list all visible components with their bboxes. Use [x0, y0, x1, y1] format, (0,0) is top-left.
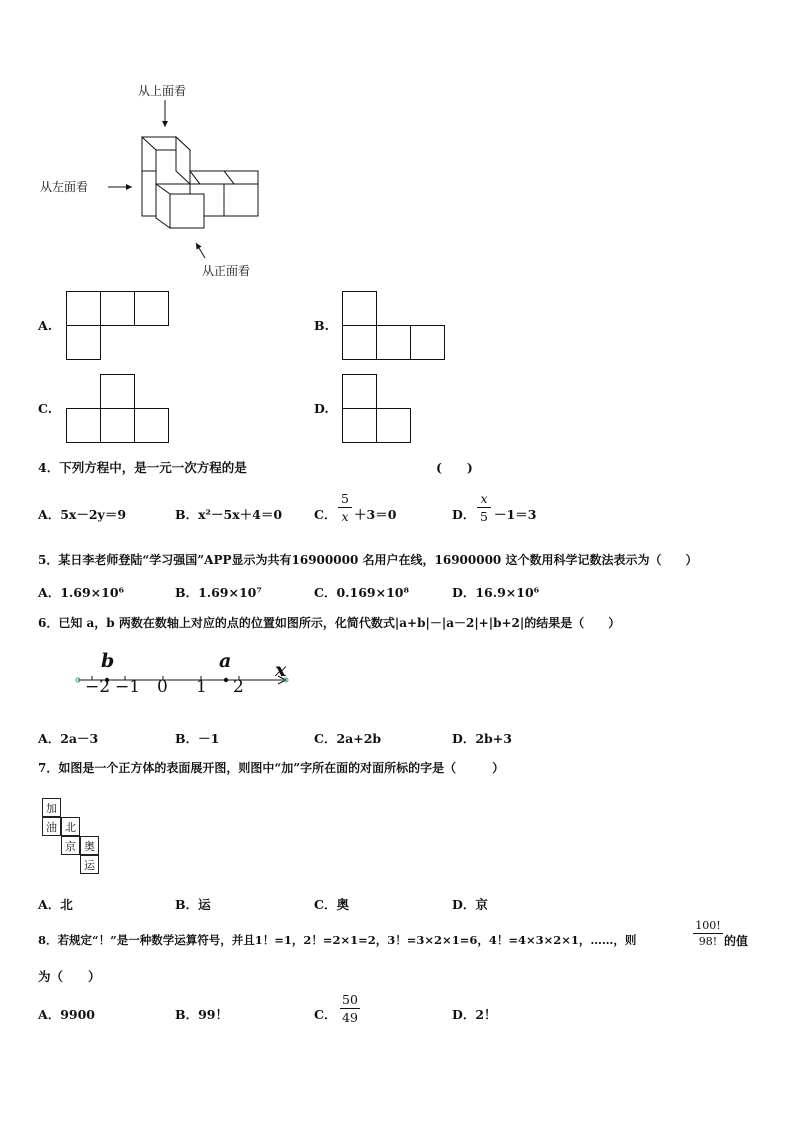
question-stem-part1: 8．若规定“！”是一种数学运算符号，并且1！=1，2！=2×1=2，3！=3×2×1=6，4！=4×3×2×1，……，则 — [38, 933, 637, 947]
net-face: 奥 — [80, 836, 99, 855]
top-view-label: 从上面看 — [138, 84, 187, 98]
option-a: A．9900 — [38, 1007, 95, 1022]
option-d-label: D． — [452, 507, 476, 522]
option-c: C．奥 — [314, 897, 349, 912]
fraction-denominator: x — [341, 509, 349, 524]
fraction-denominator: 5 — [480, 509, 488, 524]
option-c-rest: ＋3＝0 — [354, 507, 397, 522]
option-d-shape — [342, 374, 422, 444]
net-face: 运 — [80, 855, 99, 874]
answer-paren: ( ) — [436, 460, 473, 475]
option-d-label: D. — [314, 401, 329, 416]
tick-label: 2 — [233, 677, 244, 697]
question-stem: 6．已知 a，b 两数在数轴上对应的点的位置如图所示，化简代数式|a+b|－|a－2|+|b+2|的结果是（ ） — [38, 616, 621, 630]
option-a-shape — [66, 291, 176, 361]
option-c-label: C． — [314, 1007, 337, 1022]
option-b-label: B. — [314, 318, 329, 333]
option-b: B．－1 — [175, 731, 220, 746]
option-a: A．2a－3 — [38, 731, 99, 746]
option-d: D．京 — [452, 897, 488, 912]
number-line — [70, 650, 300, 700]
net-face: 加 — [42, 798, 61, 817]
cube-stack-drawing — [0, 0, 794, 300]
question-stem: 7．如图是一个正方体的表面展开图，则图中“加”字所在面的对面所标的字是（ ） — [38, 761, 505, 775]
option-b: B．x²－5x＋4＝0 — [175, 507, 283, 522]
point-b-label: b — [101, 650, 115, 672]
net-face: 油 — [42, 817, 61, 836]
fraction-numerator: x — [480, 491, 488, 506]
front-view-label: 从正面看 — [202, 264, 251, 278]
option-b: B．运 — [175, 897, 211, 912]
option-a-label: A. — [38, 318, 53, 333]
tick-label: 1 — [196, 677, 207, 697]
net-face: 北 — [61, 817, 80, 836]
fraction-numerator: 100! — [695, 919, 721, 932]
option-c-shape — [66, 374, 176, 444]
option-b: B．1.69×10⁷ — [175, 585, 262, 600]
option-c: C．2a+2b — [314, 731, 382, 746]
option-c-label: C． — [314, 507, 337, 522]
tick-label: −1 — [115, 677, 141, 697]
option-c: C．0.169×10⁸ — [314, 585, 409, 600]
tick-label: 0 — [157, 677, 168, 697]
net-face: 京 — [61, 836, 80, 855]
point-a — [224, 678, 228, 682]
option-d: D．16.9×10⁶ — [452, 585, 540, 600]
option-a: A．北 — [38, 897, 73, 912]
option-d-fraction — [477, 491, 491, 524]
option-a: A．5x－2y＝9 — [38, 507, 127, 522]
fraction-numerator: 5 — [341, 491, 349, 506]
option-b: B．99！ — [175, 1007, 228, 1022]
option-d: D．2！ — [452, 1007, 497, 1022]
option-d-rest: －1＝3 — [494, 507, 537, 522]
option-b-shape — [342, 291, 452, 361]
front-arrow — [196, 243, 205, 258]
stem-fraction — [693, 919, 723, 948]
question-stem: 4．下列方程中，是一元一次方程的是 — [38, 460, 247, 475]
option-d: D．2b+3 — [452, 731, 512, 746]
fraction-numerator: 50 — [342, 992, 358, 1007]
option-c-fraction — [340, 992, 360, 1025]
fraction-denominator: 49 — [342, 1010, 358, 1025]
option-c-label: C. — [38, 401, 53, 416]
option-c-fraction — [338, 491, 352, 524]
question-stem-part2: 的值 — [724, 934, 749, 948]
question-stem-part3: 为（ ） — [38, 969, 101, 984]
point-a-label: a — [219, 650, 232, 672]
fraction-denominator: 98! — [698, 935, 718, 948]
left-view-label: 从左面看 — [40, 180, 89, 194]
option-a: A．1.69×10⁶ — [38, 585, 124, 600]
axis-label: x — [275, 659, 287, 681]
tick-label: −2 — [85, 677, 111, 697]
question-stem: 5．某日李老师登陆“学习强国”APP显示为共有16900000 名用户在线，16900000 这个数用科学记数法表示为（ ） — [38, 553, 698, 567]
